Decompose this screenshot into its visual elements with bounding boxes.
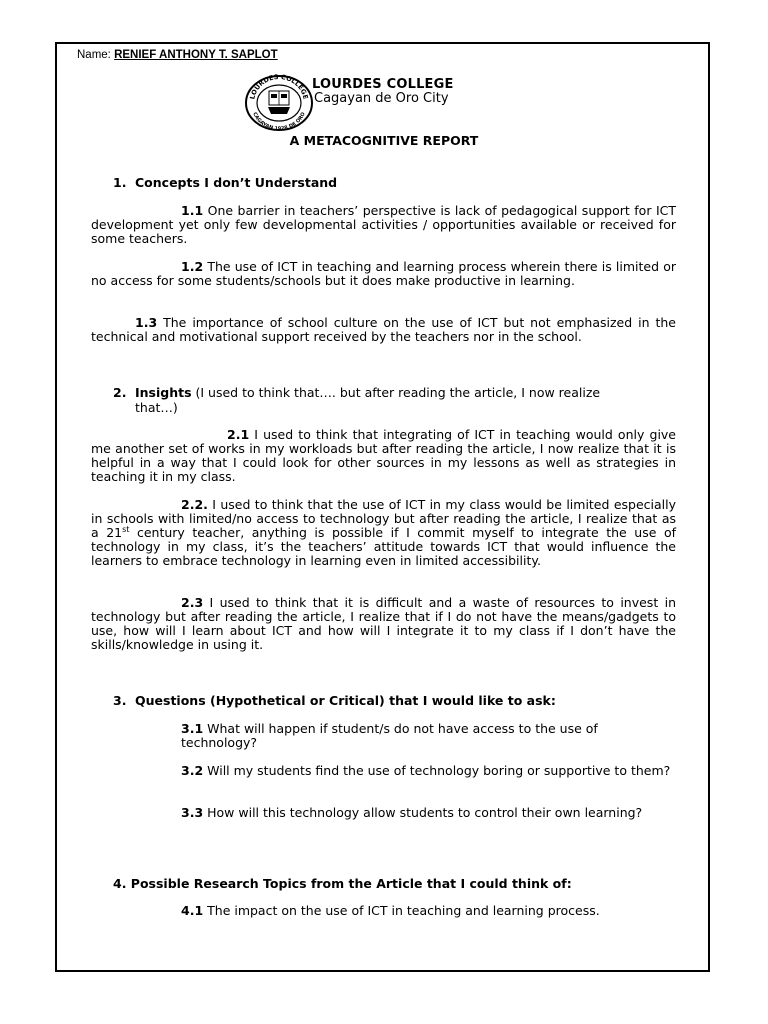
paragraph-2-2 — [91, 498, 676, 568]
name-line — [77, 49, 278, 61]
topic-4-1 — [181, 904, 676, 918]
item-3-3-text: How will this technology allow students to control their own learning? — [203, 805, 643, 820]
section-2-subtitle: (I used to think that…. but after reading the article, I now realize — [191, 385, 601, 400]
item-3-1-text: What will happen if student/s do not have access to the use of technology? — [181, 721, 598, 750]
item-4-1-text: The impact on the use of ICT in teaching and learning process. — [203, 903, 600, 918]
section-3-number: 3. — [113, 693, 127, 708]
item-2-3-text: I used to think that it is difficult and a waste of resources to invest in technology but after reading the article, I realize that if I do not have the means/gadgets to use, how will I learn about ICT and how will I integrate it to my class if I don’t have the skills/knowledge in using it. — [91, 595, 676, 652]
seal-text-bottom: CAGAYAN 1928 DE ORO — [251, 111, 307, 132]
paragraph-2-3 — [91, 596, 676, 652]
item-3-1-number: 3.1 — [181, 721, 204, 736]
section-3-heading — [113, 693, 556, 708]
item-2-3-number: 2.3 — [181, 595, 204, 610]
question-3-3 — [181, 806, 676, 820]
question-3-2 — [181, 764, 676, 778]
section-1-title: Concepts I don’t Understand — [135, 175, 338, 190]
item-2-2-number: 2.2. — [181, 497, 208, 512]
item-2-1-number: 2.1 — [227, 427, 250, 442]
name-label: Name: — [77, 49, 111, 61]
paragraph-1-1 — [91, 204, 676, 246]
question-3-1 — [181, 722, 676, 750]
item-1-2-text: The use of ICT in teaching and learning process wherein there is limited or no access for some students/schools but it does make productive in learning. — [91, 259, 676, 288]
paragraph-1-3 — [91, 316, 676, 344]
section-2-subtitle-continued: that…) — [135, 400, 178, 415]
item-2-2-text-b: century teacher, anything is possible if I commit myself to integrate the use of technology in my class, it’s the teachers’ attitude towards ICT that would influence the learners to embrace technology in learning even in limited accessibility. — [91, 525, 676, 568]
item-2-2-superscript: st — [122, 524, 130, 534]
item-3-3-number: 3.3 — [181, 805, 204, 820]
item-1-1-number: 1.1 — [181, 203, 204, 218]
section-3-title: Questions (Hypothetical or Critical) that I would like to ask: — [135, 693, 556, 708]
item-2-1-text: I used to think that integrating of ICT in teaching would only give me another set of works in my workloads but after reading the article, I now realize that it is helpful in a way that I could look for other sources in my lessons as well as strategies in teaching it in my class. — [91, 427, 676, 484]
item-3-2-text: Will my students find the use of technology boring or supportive to them? — [203, 763, 671, 778]
item-1-3-number: 1.3 — [135, 315, 158, 330]
item-1-3-text: The importance of school culture on the use of ICT but not emphasized in the technical and motivational support received by the teachers nor in the school. — [91, 315, 676, 344]
report-title — [0, 133, 768, 148]
section-4-heading — [113, 876, 572, 891]
section-2-number: 2. — [113, 385, 127, 400]
college-seal-logo — [244, 74, 314, 132]
item-1-2-number: 1.2 — [181, 259, 204, 274]
section-2-heading — [113, 385, 600, 400]
section-1-heading — [113, 175, 337, 190]
item-2-2-text-a: I used to think that the use of ICT in my class would be limited especially in schools with limited/no access to technology but after reading the article, I realize that as a 21 — [91, 497, 676, 540]
name-value: RENIEF ANTHONY T. SAPLOT — [114, 49, 278, 61]
section-2-title: Insights — [135, 385, 192, 400]
item-1-1-text: One barrier in teachers’ perspective is lack of pedagogical support for ICT development yet only few developmental activities / opportunities available or received for some teachers. — [91, 203, 676, 246]
section-1-number: 1. — [113, 175, 127, 190]
seal-text-top: LOURDES COLLEGE — [248, 74, 310, 101]
item-3-2-number: 3.2 — [181, 763, 204, 778]
report-title-text: A METACOGNITIVE REPORT — [289, 133, 479, 148]
paragraph-2-1 — [91, 428, 676, 484]
item-4-1-number: 4.1 — [181, 903, 204, 918]
college-name: LOURDES COLLEGE — [312, 77, 454, 92]
section-4-title: 4. Possible Research Topics from the Article that I could think of: — [113, 876, 572, 891]
paragraph-1-2 — [91, 260, 676, 288]
college-city: Cagayan de Oro City — [314, 91, 449, 106]
